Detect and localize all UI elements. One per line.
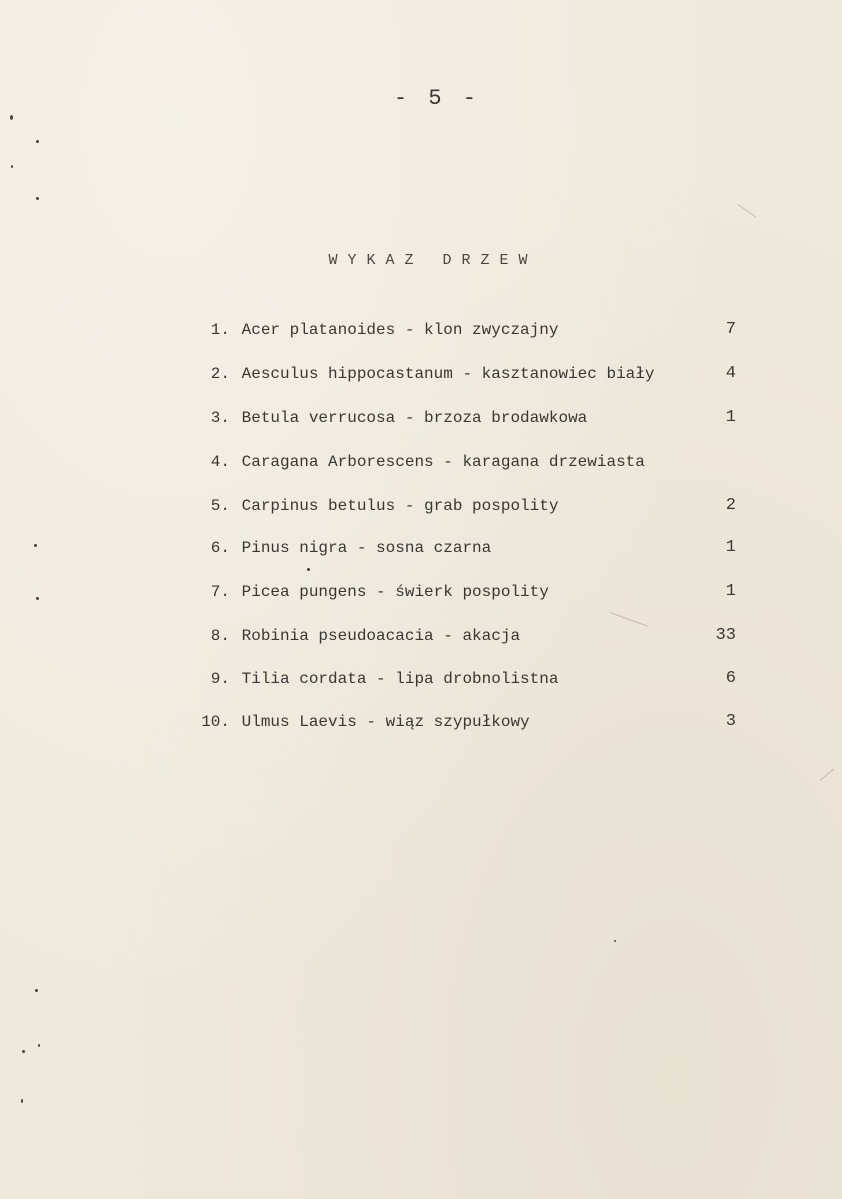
paper-speck	[35, 989, 38, 992]
item-count: 1	[725, 538, 736, 557]
list-item	[188, 624, 748, 648]
list-item	[188, 710, 748, 734]
item-text: Robinia pseudoacacia - akacja	[241, 627, 521, 645]
item-number: 10.	[201, 713, 230, 731]
paper-speck	[36, 597, 39, 600]
item-count: 33	[715, 626, 736, 645]
list-item	[188, 494, 748, 518]
paper-speck	[36, 197, 39, 200]
item-number: 4.	[210, 453, 230, 471]
item-text: Caragana Arborescens - karagana drzewiasta	[241, 453, 645, 471]
paper-crease	[738, 204, 757, 217]
paper-speck	[21, 1099, 23, 1103]
item-number: 3.	[210, 409, 230, 427]
list-item	[188, 362, 748, 386]
item-count: 1	[725, 408, 736, 427]
paper-speck	[11, 165, 13, 168]
item-count: 3	[725, 712, 736, 731]
list-item	[188, 536, 748, 560]
item-text: Acer platanoides - klon zwyczajny	[241, 321, 559, 339]
list-item	[188, 406, 748, 430]
list-item	[188, 667, 748, 691]
list-item	[188, 450, 748, 474]
paper-speck	[307, 568, 310, 571]
item-number: 1.	[210, 321, 230, 339]
item-number: 8.	[210, 627, 230, 645]
paper-speck	[38, 1044, 40, 1047]
item-text: Ulmus Laevis - wiąz szypułkowy	[241, 713, 530, 731]
item-text: Betula verrucosa - brzoza brodawkowa	[241, 409, 588, 427]
list-item	[188, 580, 748, 604]
item-number: 2.	[210, 365, 230, 383]
paper-speck	[10, 115, 13, 120]
item-text: Pinus nigra - sosna czarna	[241, 539, 492, 557]
item-number: 7.	[210, 583, 230, 601]
item-number: 9.	[210, 670, 230, 688]
item-count: 6	[725, 669, 736, 688]
item-number: 5.	[210, 497, 230, 515]
paper-crease	[820, 769, 834, 781]
item-count: 1	[725, 582, 736, 601]
paper-speck	[22, 1050, 25, 1053]
item-text: Carpinus betulus - grab pospolity	[241, 497, 559, 515]
paper-speck	[614, 940, 616, 942]
item-count: 4	[725, 364, 736, 383]
item-count: 7	[725, 320, 736, 339]
item-number: 6.	[210, 539, 230, 557]
paper-speck	[36, 140, 39, 143]
item-text: Picea pungens - świerk pospolity	[241, 583, 549, 601]
list-item	[188, 318, 748, 342]
item-count: 2	[725, 496, 736, 515]
page-number: - 5 -	[393, 86, 480, 111]
item-text: Tilia cordata - lipa drobnolistna	[241, 670, 559, 688]
page-title: WYKAZ DRZEW	[328, 252, 538, 269]
paper-speck	[34, 544, 37, 547]
item-text: Aesculus hippocastanum - kasztanowiec biały	[241, 365, 655, 383]
